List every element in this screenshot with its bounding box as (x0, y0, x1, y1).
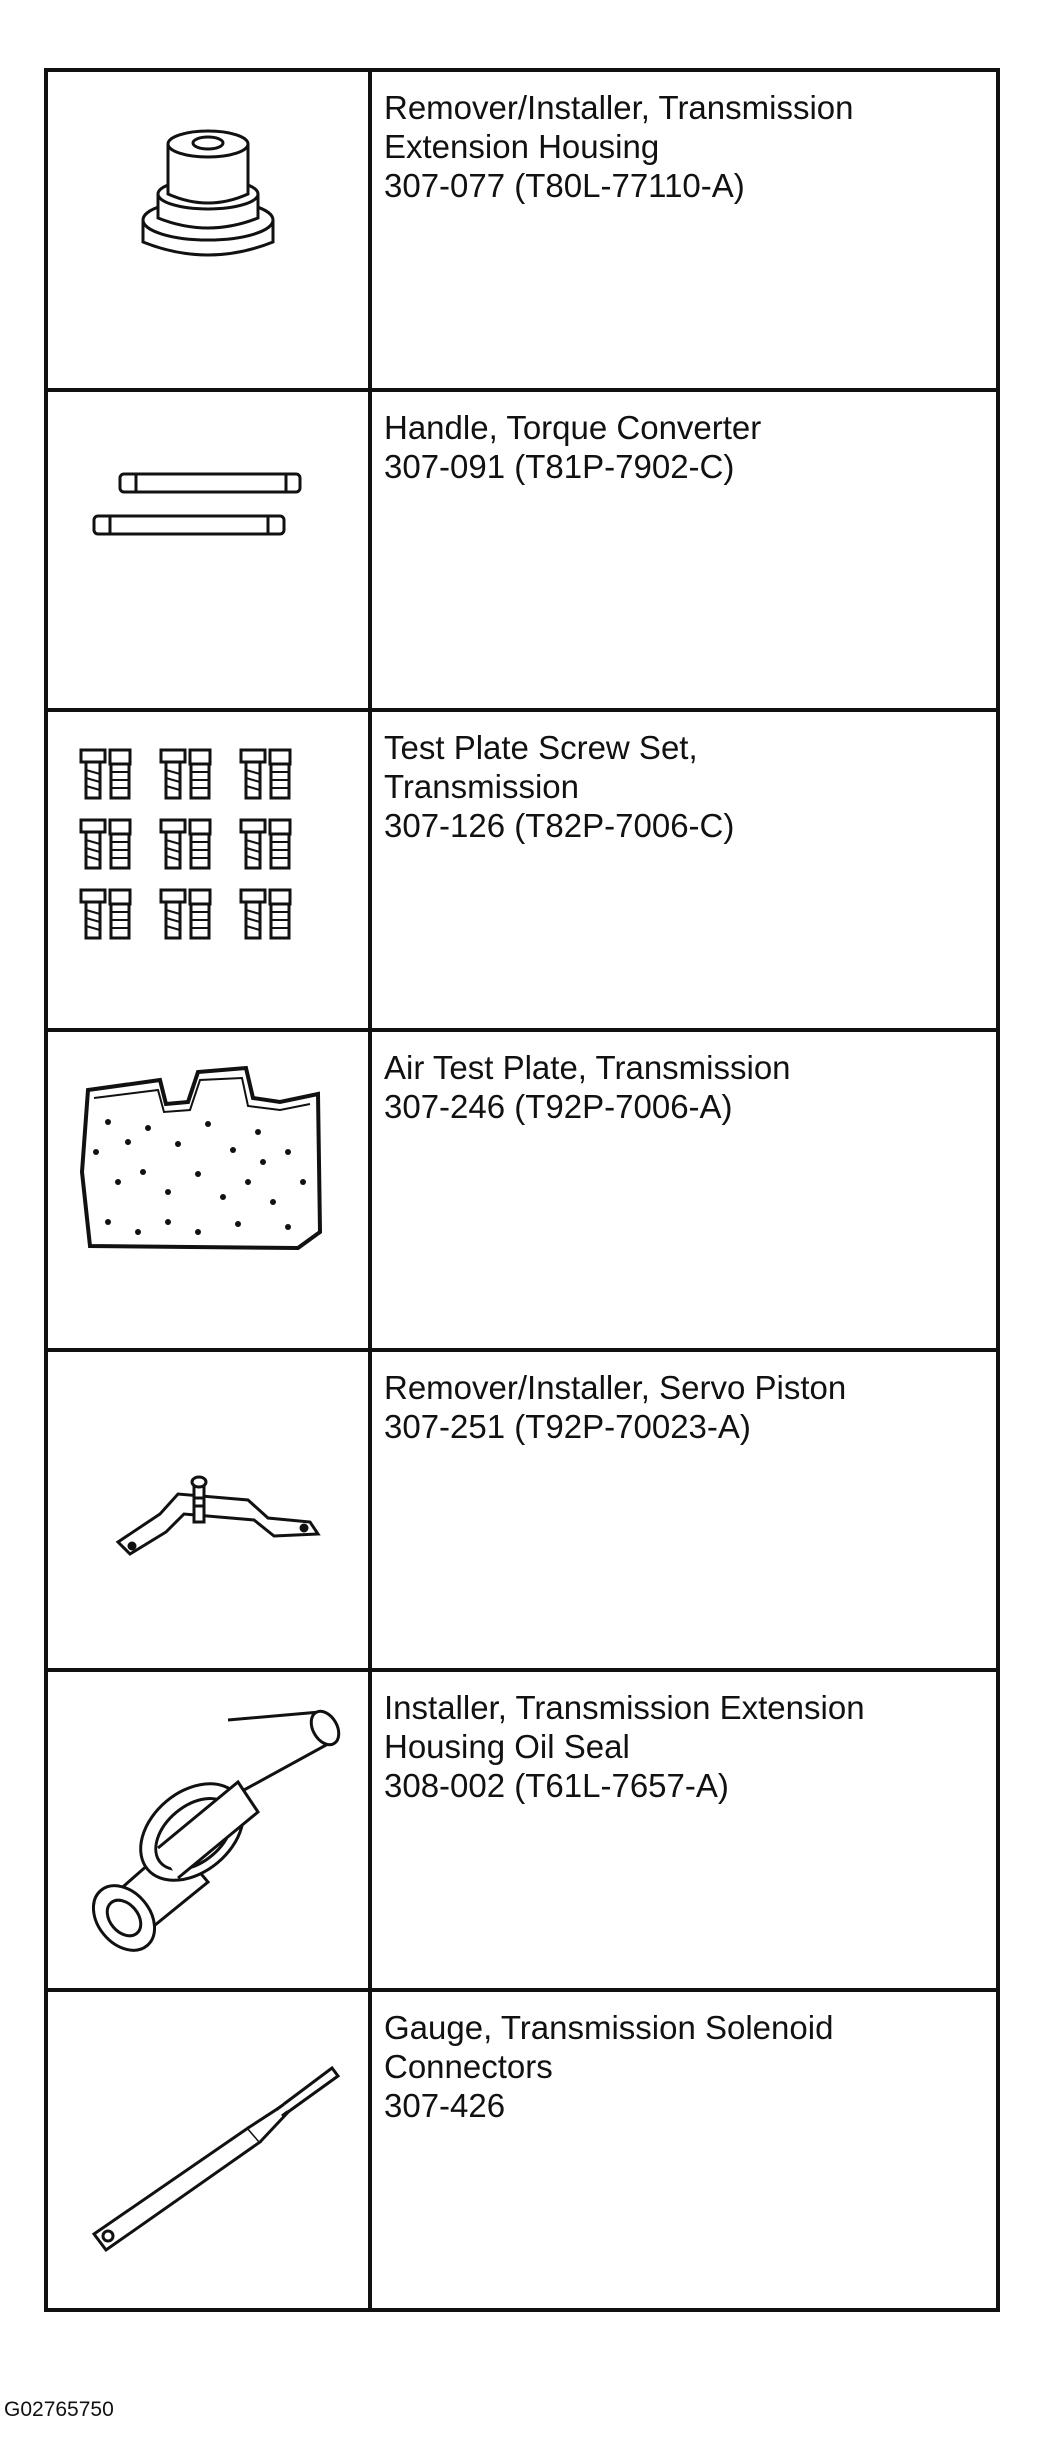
tool-row (46, 1990, 998, 2310)
tool-row (46, 710, 998, 1030)
tool-row (46, 1030, 998, 1350)
tool-name-line: Housing Oil Seal (384, 1728, 630, 1765)
extension-housing-oil-seal-installer-icon (48, 1672, 368, 1988)
tool-description-cell (370, 70, 998, 390)
tool-image-cell (46, 390, 370, 710)
special-tools-table (44, 68, 1000, 2312)
tool-description-cell (370, 390, 998, 710)
tool-image-cell (46, 1350, 370, 1670)
tool-description-cell (370, 1670, 998, 1990)
tool-name-line: Air Test Plate, Transmission (384, 1049, 791, 1086)
figure-id: G02765750 (4, 2398, 114, 2421)
tool-name-line: Test Plate Screw Set, (384, 729, 698, 766)
tool-description-cell (370, 1990, 998, 2310)
tool-image-cell (46, 1670, 370, 1990)
tool-name-line: Extension Housing (384, 128, 660, 165)
extension-housing-remover-installer-icon (48, 72, 368, 388)
tool-description-cell (370, 710, 998, 1030)
tool-row (46, 70, 998, 390)
tool-part-number: 308-002 (T61L-7657-A) (384, 1767, 729, 1804)
test-plate-screw-set-icon (48, 712, 368, 1028)
tool-name-line: Handle, Torque Converter (384, 409, 762, 446)
tool-image-cell (46, 70, 370, 390)
tool-part-number: 307-246 (T92P-7006-A) (384, 1088, 733, 1125)
tool-part-number: 307-426 (384, 2087, 506, 2124)
tool-row (46, 390, 998, 710)
tool-image-cell (46, 1030, 370, 1350)
torque-converter-handle-icon (48, 392, 368, 708)
tool-image-cell (46, 710, 370, 1030)
solenoid-connector-gauge-icon (48, 1992, 368, 2308)
tool-row (46, 1670, 998, 1990)
tool-name-line: Remover/Installer, Servo Piston (384, 1369, 847, 1406)
tool-name-line: Remover/Installer, Transmission (384, 89, 854, 126)
tool-row (46, 1350, 998, 1670)
tool-part-number: 307-077 (T80L-77110-A) (384, 167, 745, 204)
tool-image-cell (46, 1990, 370, 2310)
tool-part-number: 307-126 (T82P-7006-C) (384, 807, 735, 844)
tool-description-cell (370, 1030, 998, 1350)
tool-part-number: 307-091 (T81P-7902-C) (384, 448, 735, 485)
air-test-plate-icon (48, 1032, 368, 1348)
tool-name-line: Transmission (384, 768, 579, 805)
servo-piston-remover-installer-icon (48, 1352, 368, 1668)
tool-name-line: Installer, Transmission Extension (384, 1689, 865, 1726)
tool-part-number: 307-251 (T92P-70023-A) (384, 1408, 751, 1445)
tool-name-line: Gauge, Transmission Solenoid (384, 2009, 834, 2046)
tool-description-cell (370, 1350, 998, 1670)
tool-name-line: Connectors (384, 2048, 553, 2085)
